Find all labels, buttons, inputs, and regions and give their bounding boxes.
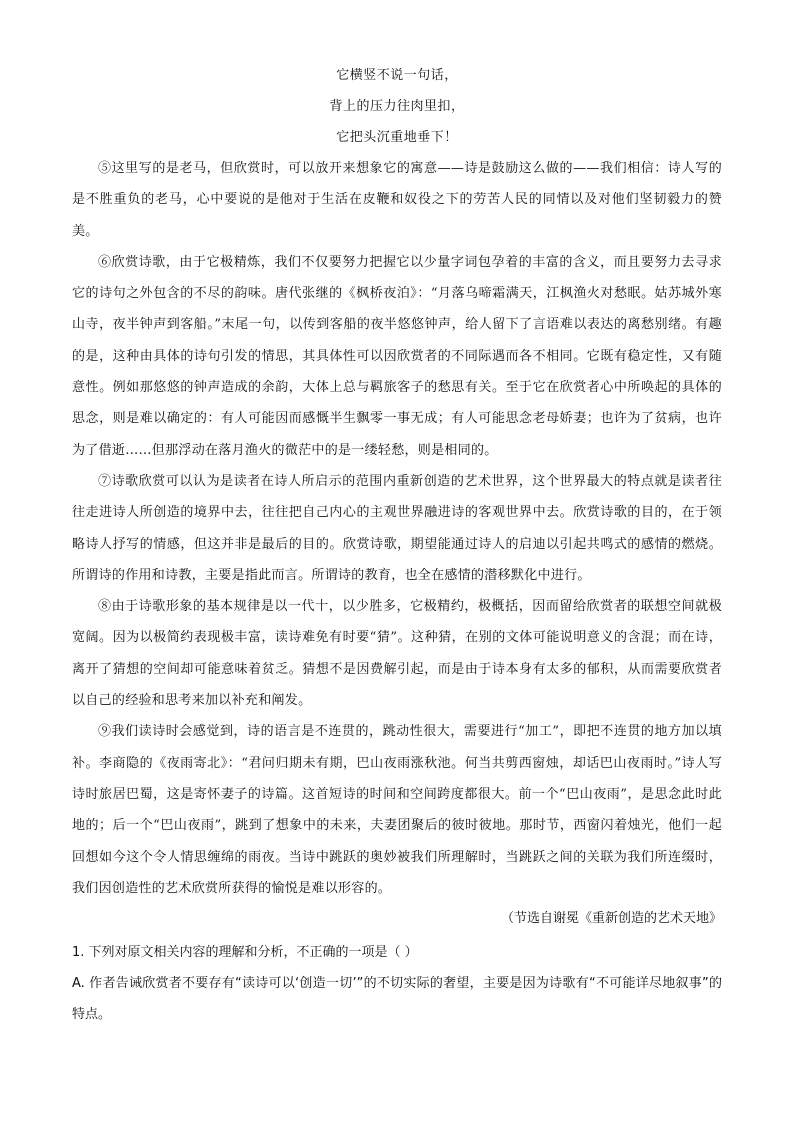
poem-line: 它横竖不说一句话， <box>336 68 458 83</box>
source-citation: （节选自谢冕《重新创造的艺术天地》 <box>500 911 722 926</box>
question-stem: 1. 下列对原文相关内容的理解和分析，不正确的一项是（ ） <box>72 945 418 960</box>
paragraph-5: ⑤这里写的是老马，但欣赏时，可以放开来想象它的寓意——诗是鼓励这么做的——我们相信：诗人写的是不胜重负的老马，心中要说的是他对于生活在皮鞭和奴役之下的劳苦人民的同情以及对他们坚韧毅力的赞美。 <box>72 161 722 239</box>
paragraph-9: ⑨我们读诗时会感觉到，诗的语言是不连贯的，跳动性很大，需要进行“加工”，即把不连贯的地方加以填补。李商隐的《夜雨寄北》：“君问归期未有期，巴山夜雨涨秋池。何当共剪西窗烛，却话巴山夜雨时。”诗人写诗时旅居巴蜀，这是寄怀妻子的诗篇。这首短诗的时间和空间跨度都很大。前一个“巴山夜雨”，是思念此时此地的；后一个“巴山夜雨”，跳到了想象中的未来，夫妻团聚后的彼时彼地。那时节，西窗闪着烛光，他们一起回想如今这个令人情思缠绵的雨夜。当诗中跳跃的奥妙被我们所理解时，当跳跃之间的关联为我们所连缀时，我们因创造性的艺术欣赏所获得的愉悦是难以形容的。 <box>72 724 722 896</box>
question-section <box>72 937 722 1030</box>
poem-line: 背上的压力往肉里扣， <box>329 99 465 114</box>
paragraph-8: ⑧由于诗歌形象的基本规律是以一代十，以少胜多，它极精约，极概括，因而留给欣赏者的联想空间就极宽阔。因为以极简约表现极丰富，读诗难免有时要“猜”。这种猜，在别的文体可能说明意义的含混；而在诗，离开了猜想的空间却可能意味着贫乏。猜想不是因费解引起，而是由于诗本身有太多的郁积，从而需要欣赏者以自己的经验和思考来加以补充和阐发。 <box>72 599 722 709</box>
paragraph-6: ⑥欣赏诗歌，由于它极精炼，我们不仅要努力把握它以少量字词包孕着的丰富的含义，而且要努力去寻求它的诗句之外包含的不尽的韵味。唐代张继的《枫桥夜泊》：“月落乌啼霜满天，江枫渔火对愁眠。姑苏城外寒山寺，夜半钟声到客船。”末尾一句，以传到客船的夜半悠悠钟声，给人留下了言语难以表达的离愁别绪。有趣的是，这种由具体的诗句引发的情思，其具体性可以因欣赏者的不同际遇而各不相同。它既有稳定性，又有随意性。例如那悠悠的钟声造成的余韵，大体上总与羁旅客子的愁思有关。至于它在欣赏者心中所唤起的具体的思念，则是难以确定的：有人可能因而感慨半生飘零一事无成；有人可能思念老母娇妻；也许为了贫病，也许为了借逝……但那浮动在落月渔火的微茫中的是一缕轻愁，则是相同的。 <box>72 254 722 458</box>
paragraph-7: ⑦诗歌欣赏可以认为是读者在诗人所启示的范围内重新创造的艺术世界，这个世界最大的特点就是读者往往走进诗人所创造的境界中去，往往把自己内心的主观世界融进诗的客观世界中去。欣赏诗歌的目的，在于领略诗人抒写的情感，但这并非是最后的目的。欣赏诗歌，期望能通过诗人的启迪以引起共鸣式的感情的燃烧。所谓诗的作用和诗教，主要是指此而言。所谓诗的教育，也全在感情的潜移默化中进行。 <box>72 473 722 583</box>
poem-line: 它把头沉重地垂下！ <box>336 130 458 145</box>
article-body <box>72 153 722 904</box>
poem-excerpt <box>0 60 794 153</box>
option-a: A. 作者告诫欣赏者不要存有“读诗可以‘创造一切’”的不切实际的奢望，主要是因为诗歌有“不可能详尽地叙事”的特点。 <box>72 976 722 1022</box>
